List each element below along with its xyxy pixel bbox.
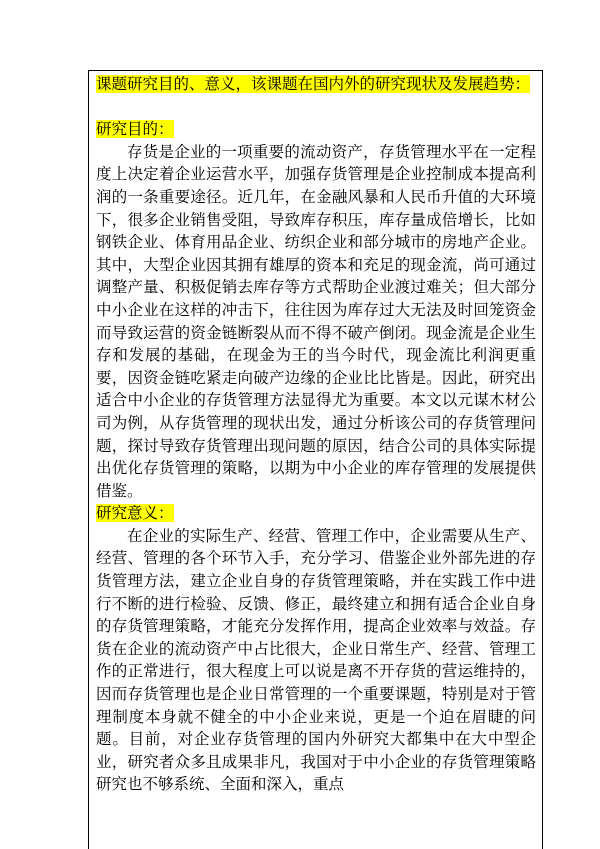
significance-heading: 研究意义：: [96, 504, 174, 523]
purpose-paragraph: 存货是企业的一项重要的流动资产，存货管理水平在一定程度上决定着企业运营水平，加强存货管理是企业控制成本提高利润的一条重要途径。近几年，在金融风暴和人民币升值的大环境下，很多企业销售受阻，导致库存积压，库存量成倍增长，比如钢铁企业、体育用品企业、纺织企业和部分城市的房地产企业。其中，大型企业因其拥有雄厚的资本和充足的现金流，尚可通过调整产量、积极促销去库存等方式帮助企业渡过难关；但大部分中小企业在这样的冲击下，往往因为库存过大无法及时回笼资金而导致运营的资金链断裂从而不得不破产倒闭。现金流是企业生存和发展的基础，在现金为王的当今时代，现金流比利润更重要，因资金链吃紧走向破产边缘的企业比比皆是。因此，研究出适合中小企业的存货管理方法显得尤为重要。本文以元谋木材公司为例，从存货管理的现状出发，通过分析该公司的存货管理问题，探讨导致存货管理出现问题的原因，结合公司的具体实际提出优化存货管理的策略，以期为中小企业的库存管理的发展提供借鉴。: [96, 142, 536, 500]
significance-heading-line: [96, 502, 536, 525]
document-page: [88, 70, 543, 849]
document-title: 课题研究目的、意义，该课题在国内外的研究现状及发展趋势：: [96, 75, 531, 93]
blank-line: [96, 96, 536, 119]
significance-paragraph: 在企业的实际生产、经营、管理工作中，企业需要从生产、经营、管理的各个环节入手，充分学习、借鉴企业外部先进的存货管理方法，建立企业自身的存货管理策略，并在实践工作中进行不断的进行检验、反馈、修正，最终建立和拥有适合企业自身的存货管理策略，才能充分发挥作用，提高企业效率与效益。存货在企业的流动资产中占比很大，企业日常生产、经营、管理工作的正常进行，很大程度上可以说是离不开存货的营运维持的，因而存货管理也是企业日常管理的一个重要课题，特别是对于管理制度本身就不健全的中小企业来说，更是一个迫在眉睫的问题。目前，对企业存货管理的国内外研究大都集中在大中型企业，研究者众多且成果非凡，我国对于中小企业的存货管理策略研究也不够系统、全面和深入，重点: [96, 526, 536, 794]
document-content: [96, 73, 536, 796]
purpose-heading: 研究目的：: [96, 120, 174, 139]
purpose-heading-line: [96, 118, 536, 141]
